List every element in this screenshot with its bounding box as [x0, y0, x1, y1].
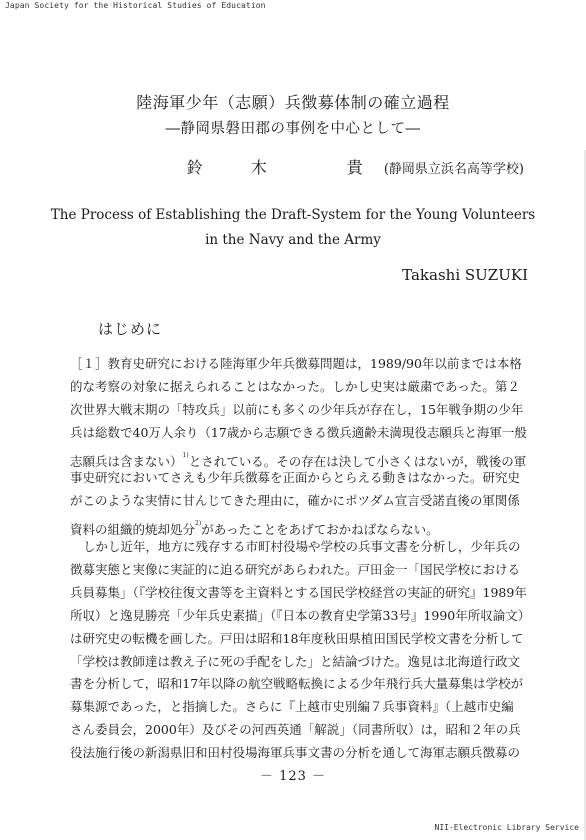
body-line-text: 兵は総数で40万人余り（17歳から志願できる徴兵適齢未満現役志願兵と海軍一般 — [70, 424, 527, 440]
body-line — [70, 422, 528, 445]
body-line-text: 次世界大戦末期の「特攻兵」以前にも多くの少年兵が存在し，15年戦争期の少年 — [70, 401, 524, 417]
page-number: － 123 － — [259, 769, 327, 784]
body-line — [70, 490, 528, 513]
body-line — [70, 536, 528, 559]
english-title-line-1: The Process of Establishing the Draft-System for the Young Volunteers — [50, 207, 536, 223]
body-line-text: ［１］教育史研究における陸海軍少年兵徴募問題は，1989/90年以前までは本格 — [70, 356, 522, 371]
body-line — [70, 582, 528, 605]
body-line-text: 「学校は教師達は教え子に死の手配をした」と結論づけた。逸見は北海道行政文 — [70, 653, 521, 669]
author-line — [187, 155, 524, 178]
body-line-text: 志願兵は含まない） — [70, 453, 183, 469]
body-line — [70, 605, 531, 628]
body-text — [70, 353, 531, 765]
body-line — [70, 467, 528, 490]
section-heading: はじめに — [98, 320, 163, 338]
body-line — [70, 651, 528, 674]
body-line-text: 的な考察の対象に据えられることはなかった。しかし史実は厳粛であった。第２ — [70, 378, 520, 394]
paper-subtitle: ―静岡県磐田郡の事例を中心として― — [165, 121, 421, 137]
english-title — [0, 203, 586, 253]
body-line-text: 兵員募集」（『学校往復文書等を主資料とする国民学校経営の実証的研究』1989年 — [70, 584, 527, 600]
body-line — [70, 513, 528, 536]
body-line-text: 募集源であった，と指摘した。さらに『上越市史別編７兵事資料』（上越市史編 — [70, 699, 514, 715]
body-line-text: 資料の組織的焼却処分 — [70, 522, 196, 538]
body-line — [70, 696, 528, 719]
body-line-text: 役法施行後の新潟県旧和田村役場海軍兵事文書の分析を通して海軍志願兵徴募の — [70, 745, 521, 761]
body-line-text: は研究史の転機を画した。戸田は昭和18年度秋田県植田国民学校文書を分析して — [70, 630, 524, 646]
body-line — [70, 628, 528, 651]
body-line — [70, 376, 528, 399]
body-line — [70, 559, 528, 582]
body-line — [70, 353, 528, 376]
footnote-ref: 2) — [195, 520, 202, 528]
author-affiliation: (静岡県立浜名高等学校) — [383, 162, 524, 177]
english-author: Takashi SUZUKI — [402, 266, 528, 284]
body-line — [70, 719, 528, 742]
body-line-text-cont: とされている。その存在は決して小さくはないが，戦後の軍 — [188, 453, 527, 469]
body-line-text: 徴募実態と実像に実証的に迫る研究があらわれた。戸田金一「国民学校における — [70, 562, 521, 578]
body-line-text: 書を分析して，昭和17年以降の航空戦略転換による少年飛行兵大量募集は学校が — [70, 676, 524, 692]
society-header: Japan Society for the Historical Studies of Education — [5, 1, 266, 10]
body-line — [70, 399, 528, 422]
body-line-text: 所収）と逸見勝亮「少年兵史素描」（『日本の教育史学第33号』1990年所収論文） — [70, 607, 531, 623]
body-line-text: しかし近年，地方に残存する市町村役場や学校の兵事文書を分析し，少年兵の — [83, 539, 521, 555]
body-line-text: さん委員会，2000年）及びその河西英通「解説」（同書所収）は，昭和２年の兵 — [70, 722, 521, 738]
body-line-text: 事史研究においてさえも少年兵徴募を正面からとらえる動きはなかった。研究史 — [70, 470, 521, 486]
body-line — [70, 742, 528, 765]
body-line-text: がこのような実情に甘んじてきた理由に，確かにポツダム宣言受諾直後の軍関係 — [70, 493, 520, 509]
body-line-text-cont: があったことをあげておかねばならない。 — [201, 522, 439, 538]
footnote-ref: 1) — [182, 451, 189, 459]
english-title-line-2: in the Navy and the Army — [205, 232, 381, 248]
body-line — [70, 673, 528, 696]
library-footer: NII-Electronic Library Service — [434, 823, 579, 832]
author-name: 鈴 木 貴 — [186, 158, 379, 177]
paper-title: 陸海軍少年（志願）兵徴募体制の確立過程 — [136, 93, 450, 112]
body-line — [70, 445, 528, 468]
